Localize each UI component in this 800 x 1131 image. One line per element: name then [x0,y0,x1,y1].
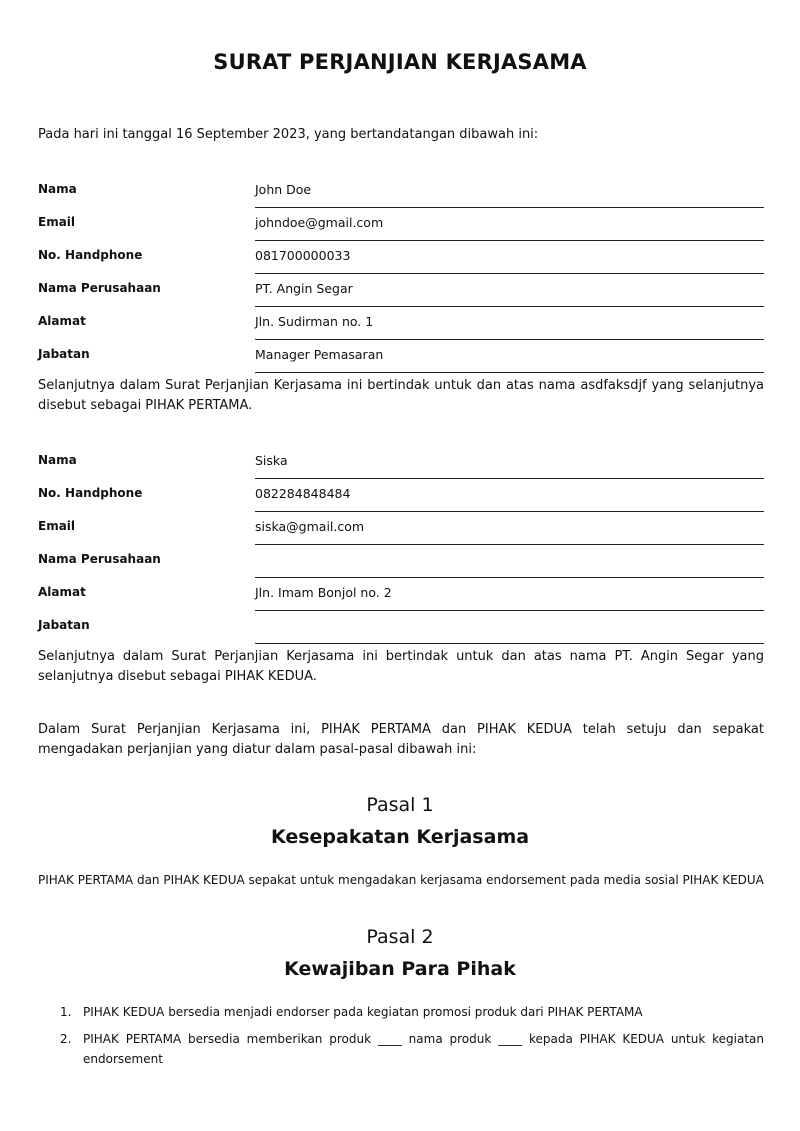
field-value [255,446,764,479]
pasal1-text: PIHAK PERTAMA dan PIHAK KEDUA sepakat untuk mengadakan kerjasama endorsement pada media sosial PIHAK KEDUA [38,873,764,887]
party1-row-phone [38,241,764,274]
field-label: Alamat [38,585,86,599]
field-label: Email [38,519,76,533]
field-value-text: 081700000033 [255,248,351,263]
list-item-text: PIHAK KEDUA bersedia menjadi endorser pada kegiatan promosi produk dari PIHAK PERTAMA [83,1005,643,1019]
party1-row-name [38,175,764,208]
party1-row-email [38,208,764,241]
field-value-text: John Doe [255,182,312,197]
field-value [255,307,764,340]
field-label: Jabatan [38,347,90,361]
pasal2-number: Pasal 2 [366,926,434,948]
field-value-text: Siska [255,453,288,468]
party2-row-name [38,446,764,479]
field-label: Jabatan [38,618,90,632]
party2-row-address [38,578,764,611]
field-value-text: PT. Angin Segar [255,281,353,296]
field-value-text: Manager Pemasaran [255,347,384,362]
field-label: Email [38,215,76,229]
field-value [255,545,764,578]
intro-paragraph: Pada hari ini tanggal 16 September 2023, yang bertandatangan dibawah ini: [38,127,539,142]
field-label: Nama Perusahaan [38,552,161,566]
pasal2-title: Kewajiban Para Pihak [284,958,516,980]
party1-row-address [38,307,764,340]
field-value [255,340,764,373]
party2-statement: Selanjutnya dalam Surat Perjanjian Kerjasama ini bertindak untuk dan atas nama PT. Angin Segar yang selanjutnya disebut sebagai PIHAK KEDUA. [38,649,764,684]
party1-row-company [38,274,764,307]
field-value-text: 082284848484 [255,486,351,501]
party2-row-company [38,545,764,578]
field-label: Nama Perusahaan [38,281,161,295]
field-value-text: siska@gmail.com [255,519,365,534]
field-label: No. Handphone [38,248,143,262]
list-item [38,1029,764,1069]
field-value [255,578,764,611]
party1-row-position [38,340,764,373]
pasal1-number: Pasal 1 [366,794,434,816]
party2-row-position [38,611,764,644]
party2-row-phone [38,479,764,512]
field-value-text: johndoe@gmail.com [255,215,384,230]
party1-statement: Selanjutnya dalam Surat Perjanjian Kerjasama ini bertindak untuk dan atas nama asdfaksdjf yang selanjutnya disebut sebagai PIHAK PERTAMA. [38,378,764,413]
party2-fields [38,446,764,644]
list-item-text: PIHAK PERTAMA bersedia memberikan produk ____ nama produk ____ kepada PIHAK KEDUA untuk kegiatan endorsement [83,1032,764,1066]
field-value [255,479,764,512]
field-value [255,611,764,644]
field-label: No. Handphone [38,486,143,500]
field-value [255,274,764,307]
document-title: SURAT PERJANJIAN KERJASAMA [213,50,587,74]
field-value-text: Jln. Sudirman no. 1 [255,314,374,329]
agreement-paragraph: Dalam Surat Perjanjian Kerjasama ini, PIHAK PERTAMA dan PIHAK KEDUA telah setuju dan sepakat mengadakan perjanjian yang diatur dalam pasal-pasal dibawah ini: [38,722,764,757]
field-value [255,241,764,274]
field-value [255,512,764,545]
list-item-number: 2. [60,1032,72,1046]
pasal1-title: Kesepakatan Kerjasama [270,826,530,848]
field-value-text: Jln. Imam Bonjol no. 2 [255,585,392,600]
field-label: Alamat [38,314,86,328]
list-item [38,1002,764,1022]
party1-fields [38,175,764,373]
field-value [255,175,764,208]
pasal2-list [38,1002,764,1076]
field-value [255,208,764,241]
list-item-number: 1. [60,1005,72,1019]
field-label: Nama [38,453,77,467]
field-label: Nama [38,182,77,196]
party2-row-email [38,512,764,545]
